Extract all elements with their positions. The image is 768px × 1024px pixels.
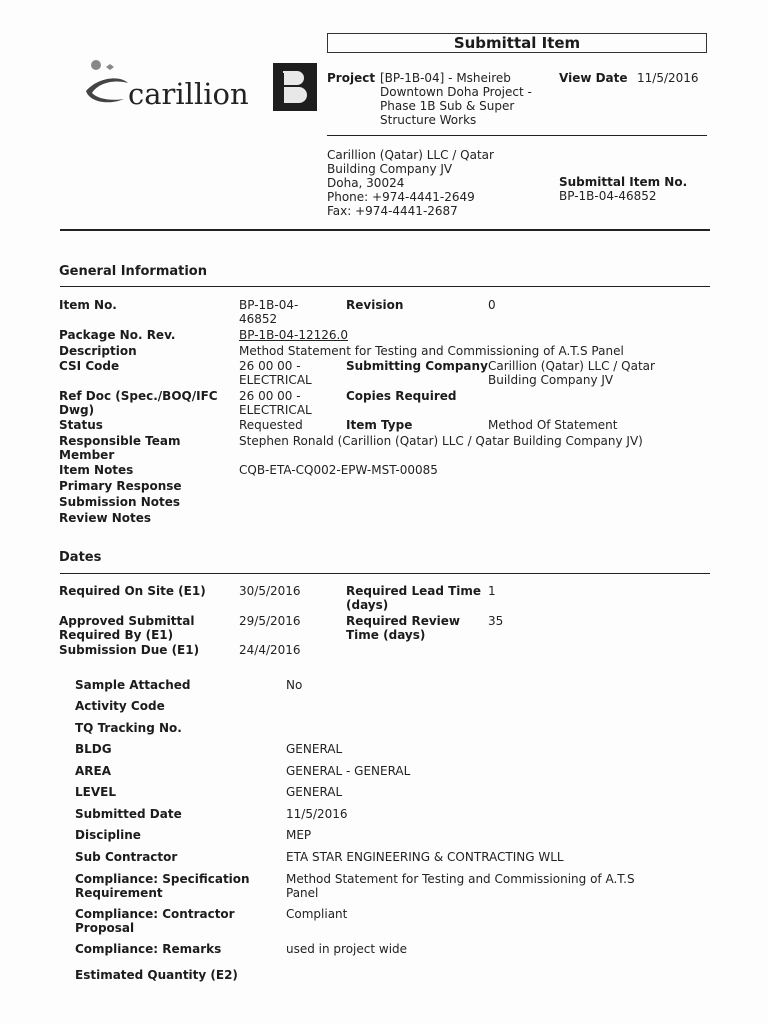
detail-value: Method Statement for Testing and Commissioning of A.T.S Panel <box>286 872 635 900</box>
view-date-value: 11/5/2016 <box>637 71 699 85</box>
status-value: Requested <box>239 418 303 432</box>
lead-time-label-line: Required Lead Time <box>346 584 482 598</box>
approved-submittal-value: 29/5/2016 <box>239 614 301 628</box>
project-line: Downtown Doha Project - <box>380 85 532 99</box>
project-line: Phase 1B Sub & Super <box>380 99 515 113</box>
csi-line: 26 00 00 - <box>239 359 301 373</box>
review-time-label <box>346 614 460 642</box>
company-line: Building Company JV <box>327 162 453 176</box>
description-value: Method Statement for Testing and Commissioning of A.T.S Panel <box>239 344 624 358</box>
submitting-company-label: Submitting Company <box>346 359 488 373</box>
item-notes-value: CQB-ETA-CQ002-EPW-MST-00085 <box>239 463 438 477</box>
project-line: Structure Works <box>380 113 477 127</box>
detail-value: Compliant <box>286 907 348 921</box>
lead-time-value: 1 <box>488 584 496 598</box>
project-line: [BP-1B-04] - Msheireb <box>380 71 511 85</box>
revision-label: Revision <box>346 298 404 312</box>
company-address <box>327 148 547 218</box>
detail-value: 11/5/2016 <box>286 807 348 821</box>
company-line: Doha, 30024 <box>327 176 405 190</box>
submittal-no-label: Submittal Item No. <box>559 175 688 189</box>
primary-response-label: Primary Response <box>59 479 182 493</box>
approved-label-line: Required By (E1) <box>59 628 174 642</box>
submission-due-label: Submission Due (E1) <box>59 643 200 657</box>
item-no-line: 46852 <box>239 312 278 326</box>
ref-doc-line: 26 00 00 - <box>239 389 301 403</box>
company-line: Carillion (Qatar) LLC / Qatar <box>327 148 494 162</box>
ref-doc-label <box>59 389 218 417</box>
csi-value <box>239 359 312 387</box>
company-line: Phone: +974-4441-2649 <box>327 190 475 204</box>
detail-label: Compliance: Contractor Proposal <box>75 907 235 935</box>
approved-label-line: Approved Submittal <box>59 614 195 628</box>
company-line: Fax: +974-4441-2687 <box>327 204 458 218</box>
detail-label: Sample Attached <box>75 678 191 692</box>
csi-label: CSI Code <box>59 359 120 373</box>
review-time-label-line: Required Review <box>346 614 460 628</box>
detail-label: Submitted Date <box>75 807 182 821</box>
section-heading-dates: Dates <box>59 550 102 565</box>
divider <box>60 573 710 574</box>
divider <box>327 135 707 136</box>
revision-value: 0 <box>488 298 496 312</box>
detail-label: TQ Tracking No. <box>75 721 182 735</box>
submission-due-value: 24/4/2016 <box>239 643 301 657</box>
description-label: Description <box>59 344 137 358</box>
item-notes-label: Item Notes <box>59 463 134 477</box>
team-label <box>59 434 181 462</box>
submitting-company-line: Carillion (Qatar) LLC / Qatar <box>488 359 655 373</box>
lead-time-label-line: (days) <box>346 598 389 612</box>
submitting-company-value <box>488 359 655 387</box>
item-no-label: Item No. <box>59 298 117 312</box>
detail-value: GENERAL <box>286 785 343 799</box>
detail-label: BLDG <box>75 742 112 756</box>
ref-doc-line: ELECTRICAL <box>239 403 312 417</box>
detail-label: AREA <box>75 764 112 778</box>
section-heading-general: General Information <box>59 264 207 279</box>
team-label-line: Responsible Team <box>59 434 181 448</box>
logo-wordmark: carillion <box>128 77 249 111</box>
detail-label: Estimated Quantity (E2) <box>75 968 238 982</box>
copies-label: Copies Required <box>346 389 457 403</box>
project-label: Project <box>327 71 376 85</box>
view-date-label: View Date <box>559 71 628 85</box>
item-no-value <box>239 298 298 326</box>
detail-value: GENERAL <box>286 742 343 756</box>
detail-label: Activity Code <box>75 699 165 713</box>
item-type-value: Method Of Statement <box>488 418 618 432</box>
review-time-label-line: Time (days) <box>346 628 426 642</box>
divider <box>60 286 710 287</box>
detail-value: used in project wide <box>286 942 408 956</box>
item-type-label: Item Type <box>346 418 413 432</box>
package-link[interactable]: BP-1B-04-12126.0 <box>239 328 348 342</box>
package-label: Package No. Rev. <box>59 328 176 342</box>
approved-submittal-label <box>59 614 194 642</box>
detail-label: Compliance: Remarks <box>75 942 222 956</box>
ref-doc-label-line: Dwg) <box>59 403 95 417</box>
required-on-site-value: 30/5/2016 <box>239 584 301 598</box>
project-value <box>380 71 555 127</box>
submission-notes-label: Submission Notes <box>59 495 181 509</box>
detail-value: GENERAL - GENERAL <box>286 764 411 778</box>
submitting-company-line: Building Company JV <box>488 373 614 387</box>
csi-line: ELECTRICAL <box>239 373 312 387</box>
lead-time-label <box>346 584 481 612</box>
document-title: Submittal Item <box>327 33 707 53</box>
detail-value: No <box>286 678 303 692</box>
detail-value: ETA STAR ENGINEERING & CONTRACTING WLL <box>286 850 564 864</box>
team-value: Stephen Ronald (Carillion (Qatar) LLC / Qatar Building Company JV) <box>239 434 643 448</box>
team-label-line: Member <box>59 448 115 462</box>
detail-value: MEP <box>286 828 312 842</box>
item-no-line: BP-1B-04- <box>239 298 299 312</box>
detail-label: Compliance: Specification Requirement <box>75 872 250 900</box>
submittal-no-value: BP-1B-04-46852 <box>559 189 657 203</box>
review-time-value: 35 <box>488 614 504 628</box>
status-label: Status <box>59 418 103 432</box>
ref-doc-label-line: Ref Doc (Spec./BOQ/IFC <box>59 389 218 403</box>
required-on-site-label: Required On Site (E1) <box>59 584 206 598</box>
review-notes-label: Review Notes <box>59 511 152 525</box>
carillion-logo <box>80 55 320 115</box>
detail-label: LEVEL <box>75 785 116 799</box>
ref-doc-value <box>239 389 312 417</box>
detail-label: Sub Contractor <box>75 850 178 864</box>
divider <box>60 229 710 231</box>
detail-label: Discipline <box>75 828 141 842</box>
